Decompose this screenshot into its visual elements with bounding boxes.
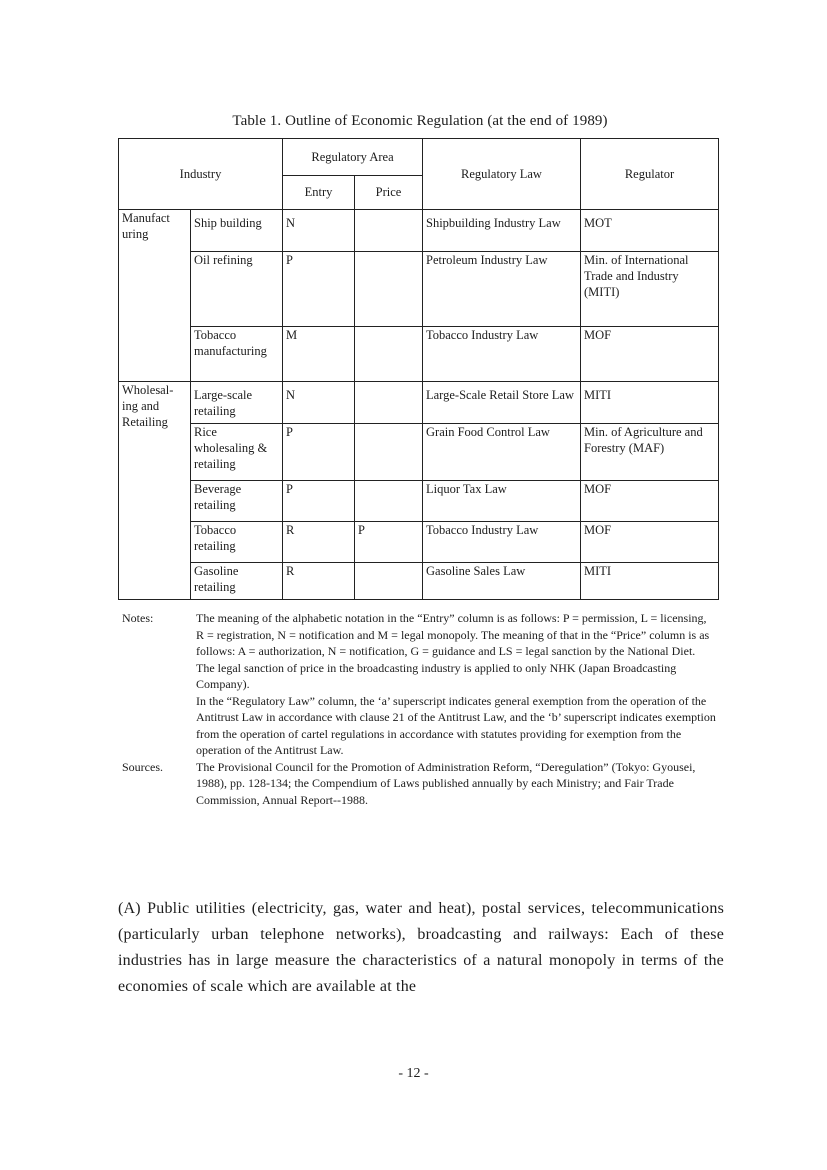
regulator-cell: Min. of Agriculture and Forestry (MAF) xyxy=(581,424,719,481)
header-regulatory-area: Regulatory Area xyxy=(283,139,423,176)
sources-label: Sources. xyxy=(122,759,163,774)
table-row xyxy=(119,327,719,382)
regulator-cell: MITI xyxy=(581,563,719,600)
entry-cell: R xyxy=(283,563,355,600)
header-price: Price xyxy=(355,175,423,209)
table-notes xyxy=(122,610,722,808)
price-cell xyxy=(355,327,423,382)
header-industry: Industry xyxy=(119,139,283,210)
entry-cell: P xyxy=(283,252,355,327)
law-cell: Tobacco Industry Law xyxy=(423,327,581,382)
notes-label: Notes: xyxy=(122,611,154,625)
group-label-manufacturing: Manufact uring xyxy=(119,210,191,382)
table-row xyxy=(119,481,719,522)
price-cell xyxy=(355,481,423,522)
industry-cell: Ship building xyxy=(191,210,283,252)
body-paragraph: (A) Public utilities (electricity, gas, water and heat), postal services, telecommunications (particularly urban telephone networks), broadcasting and railways: Each of these industries has in large measure the characteristics of a natural monopoly in terms of the economies of scale which are available at the xyxy=(118,900,724,995)
industry-cell: Tobacco manufacturing xyxy=(191,327,283,382)
entry-cell: M xyxy=(283,327,355,382)
price-cell xyxy=(355,252,423,327)
entry-cell: P xyxy=(283,424,355,481)
table-caption: Table 1. Outline of Economic Regulation (at the end of 1989) xyxy=(232,113,608,129)
regulator-cell: Min. of International Trade and Industry (MITI) xyxy=(581,252,719,327)
law-cell: Grain Food Control Law xyxy=(423,424,581,481)
price-cell: P xyxy=(355,522,423,563)
regulator-cell: MITI xyxy=(581,382,719,424)
table-row xyxy=(119,563,719,600)
industry-cell: Tobacco retailing xyxy=(191,522,283,563)
table-row xyxy=(119,522,719,563)
table-row xyxy=(119,382,719,424)
page-number: - 12 - xyxy=(398,1066,429,1081)
industry-cell: Rice wholesaling & retailing xyxy=(191,424,283,481)
regulation-table xyxy=(118,138,719,600)
table-row xyxy=(119,424,719,481)
law-cell: Tobacco Industry Law xyxy=(423,522,581,563)
regulator-cell: MOT xyxy=(581,210,719,252)
entry-cell: N xyxy=(283,210,355,252)
law-cell: Gasoline Sales Law xyxy=(423,563,581,600)
table-row xyxy=(119,210,719,252)
notes-paragraph: The meaning of the alphabetic notation in the “Entry” column is as follows: P = permission, L = licensing, R = registration, N = notification and M = legal monopoly. The meaning of that in the “Price” column is as follows: A = authorization, N = notification, G = guidance and LS = legal sanction by the National Diet. The legal sanction of price in the broadcasting industry is applied to only NHK (Japan Broadcasting Company). xyxy=(196,611,710,691)
notes-paragraph: In the “Regulatory Law” column, the ‘a’ superscript indicates general exemption from the operation of the Antitrust Law in accordance with clause 21 of the Antitrust Law, and the ‘b’ superscript indicates exemption from the operation of cartel regulations in accordance with statutes providing for exemption from the operation of the Antitrust Law. xyxy=(196,693,716,757)
law-cell: Liquor Tax Law xyxy=(423,481,581,522)
header-entry: Entry xyxy=(283,175,355,209)
law-cell: Large-Scale Retail Store Law xyxy=(423,382,581,424)
group-label-wholesaling-retailing: Wholesal- ing and Retailing xyxy=(119,382,191,600)
law-cell: Shipbuilding Industry Law xyxy=(423,210,581,252)
industry-cell: Beverage retailing xyxy=(191,481,283,522)
law-cell: Petroleum Industry Law xyxy=(423,252,581,327)
entry-cell: N xyxy=(283,382,355,424)
industry-cell: Gasoline retailing xyxy=(191,563,283,600)
price-cell xyxy=(355,382,423,424)
industry-cell: Large-scale retailing xyxy=(191,382,283,424)
entry-cell: P xyxy=(283,481,355,522)
regulator-cell: MOF xyxy=(581,522,719,563)
regulator-cell: MOF xyxy=(581,481,719,522)
header-regulatory-law: Regulatory Law xyxy=(423,139,581,210)
price-cell xyxy=(355,210,423,252)
header-regulator: Regulator xyxy=(581,139,719,210)
price-cell xyxy=(355,424,423,481)
entry-cell: R xyxy=(283,522,355,563)
table-row xyxy=(119,252,719,327)
price-cell xyxy=(355,563,423,600)
sources-text: The Provisional Council for the Promotion of Administration Reform, “Deregulation” (Tokyo: Gyousei, 1988), pp. 128-134; the Compendium of Laws published annually by each Ministry; and Fair Trade Commission, Annual Report--1988. xyxy=(196,759,696,807)
regulator-cell: MOF xyxy=(581,327,719,382)
industry-cell: Oil refining xyxy=(191,252,283,327)
